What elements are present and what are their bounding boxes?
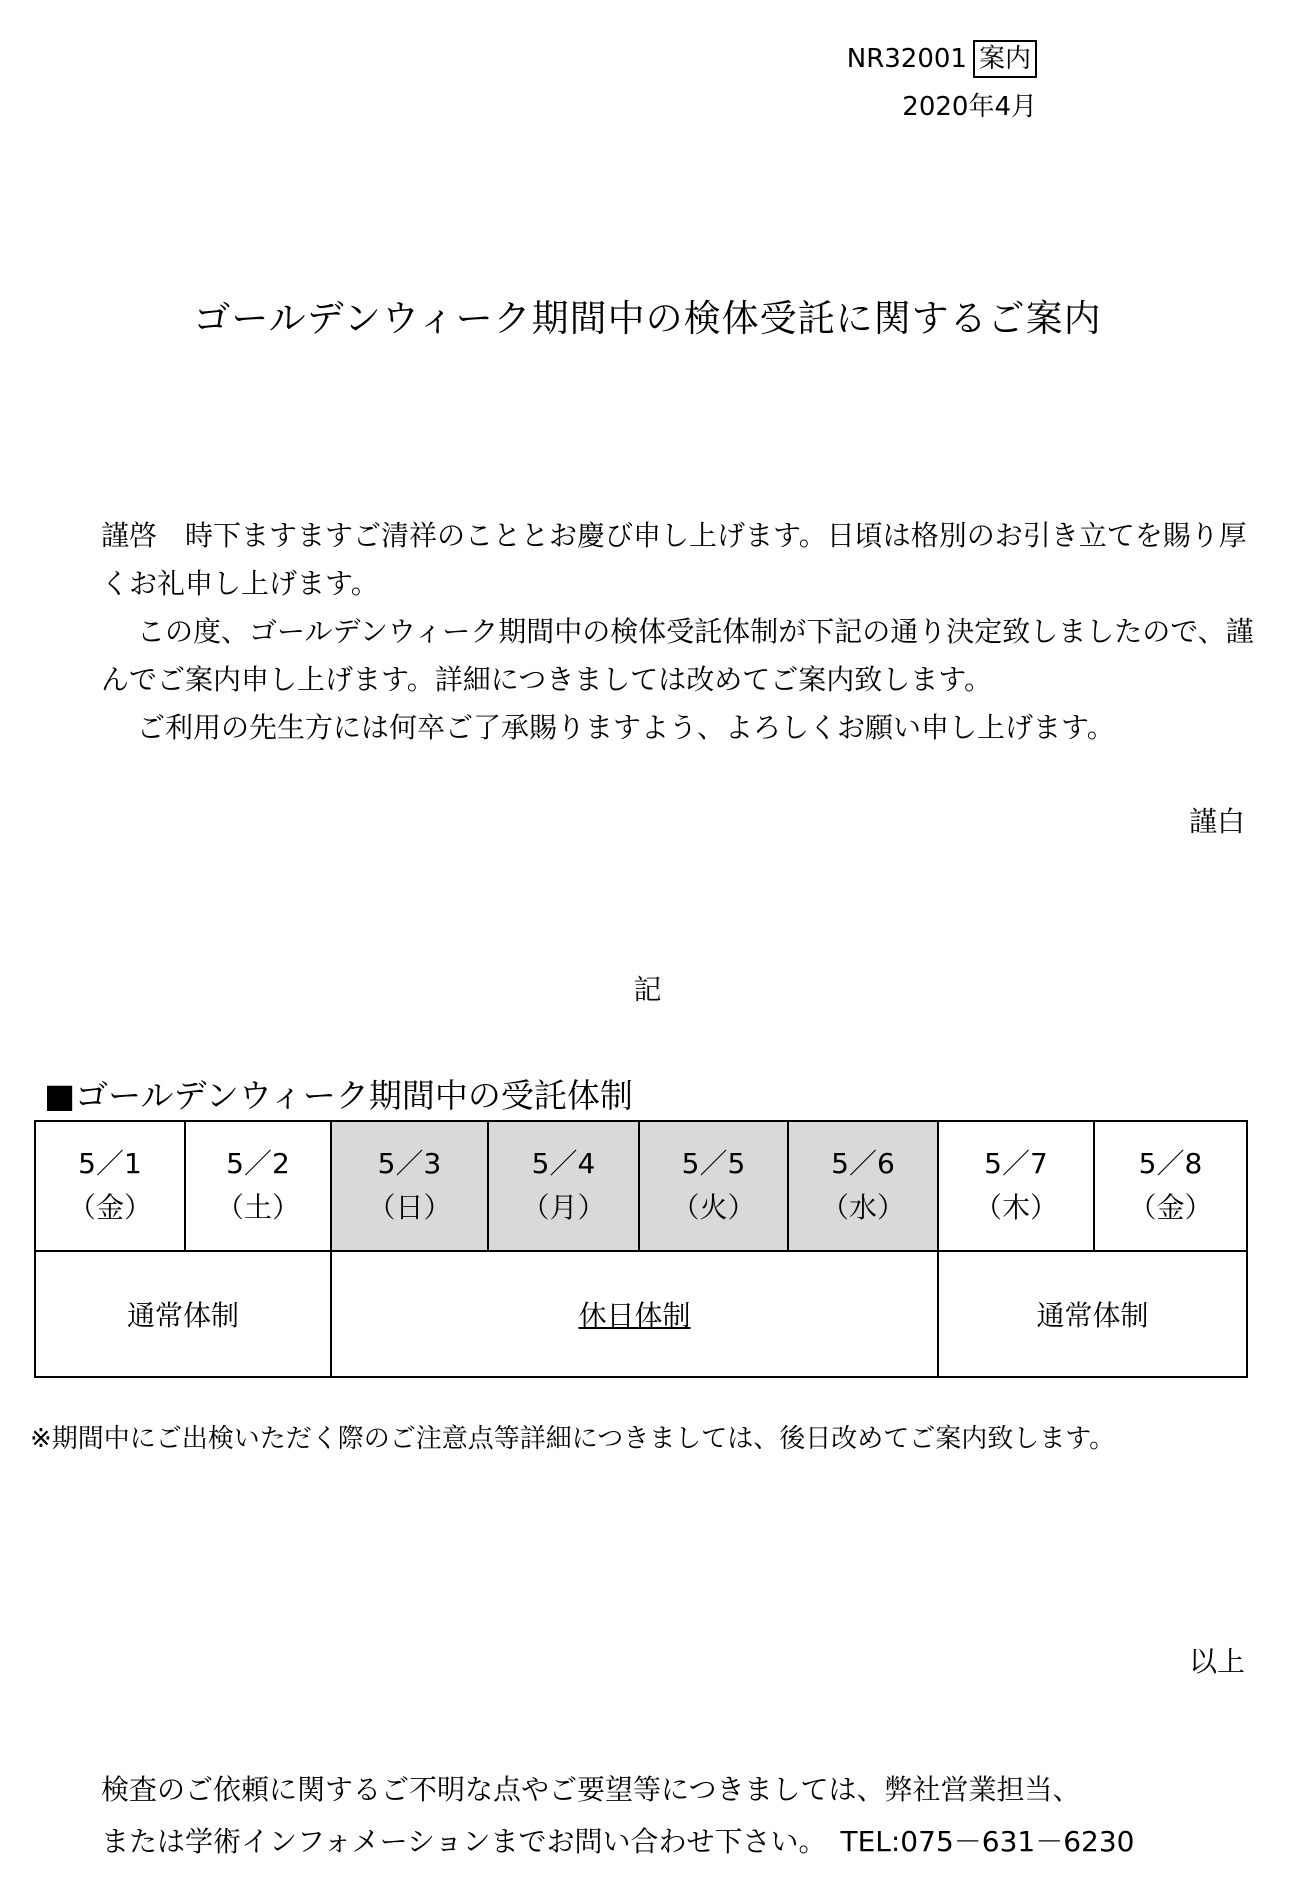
day-cell [185,1121,331,1251]
day-date: 5／2 [226,1147,290,1180]
ki-heading: 記 [633,973,662,1006]
holiday-day-cell [331,1121,488,1251]
schedule-status-row [35,1251,1247,1377]
footer-contact-line1: 検査のご依頼に関するご不明な点やご要望等につきましては、弊社営業担当、 [101,1773,1081,1806]
day-weekday: （火） [671,1191,756,1224]
day-date: 5／4 [531,1147,596,1180]
status-holiday-label: 休日体制 [578,1299,691,1332]
day-weekday: （金） [1128,1191,1213,1224]
day-weekday: （木） [973,1191,1058,1224]
day-cell [938,1121,1094,1251]
greeting-paragraph: 謹啓 時下ますますご清祥のこととお慶び申し上げます。日頃は格別のお引き立てを賜り厚くお礼申し上げます。 [101,519,1247,600]
announcement-paragraph: この度、ゴールデンウィーク期間中の検体受託体制が下記の通り決定致しましたので、謹んでご案内申し上げます。詳細につきましては改めてご案内致します。 [101,615,1254,696]
day-date: 5／5 [681,1147,746,1180]
holiday-day-cell [788,1121,938,1251]
day-cell [1094,1121,1247,1251]
schedule-table [34,1120,1248,1378]
status-holiday-cell [331,1251,938,1377]
holiday-day-cell [639,1121,788,1251]
document-date: 2020年4月 [902,92,1037,122]
closing-word: 謹白 [1188,805,1245,838]
ijo-closing: 以上 [1188,1645,1245,1678]
day-cell [35,1121,185,1251]
page-title: ゴールデンウィーク期間中の検体受託に関するご案内 [193,297,1102,340]
day-weekday: （水） [820,1191,905,1224]
document-number: NR32001 [846,44,967,74]
status-normal-cell: 通常体制 [35,1251,331,1377]
request-paragraph: ご利用の先生方には何卒ご了承賜りますよう、よろしくお願い申し上げます。 [137,711,1115,744]
day-date: 5／6 [831,1147,895,1180]
day-date: 5／8 [1138,1147,1203,1180]
footer-contact-line2: または学術インフォメーションまでお問い合わせ下さい。 TEL:075－631－6230 [101,1825,1135,1858]
holiday-day-cell [488,1121,639,1251]
status-normal-cell: 通常体制 [938,1251,1247,1377]
note-text: ※期間中にご出検いただく際のご注意点等詳細につきましては、後日改めてご案内致します。 [30,1424,1116,1454]
day-weekday: （土） [215,1191,300,1224]
day-date: 5／7 [984,1147,1048,1180]
day-weekday: （日） [367,1191,452,1224]
day-date: 5／3 [377,1147,442,1180]
schedule-date-row [35,1121,1247,1251]
document-id [847,40,1037,78]
day-weekday: （月） [521,1191,606,1224]
document-type-badge: 案内 [973,40,1037,78]
section-title: ■ゴールデンウィーク期間中の受託体制 [44,1076,633,1115]
day-date: 5／1 [78,1147,142,1180]
day-weekday: （金） [67,1191,152,1224]
